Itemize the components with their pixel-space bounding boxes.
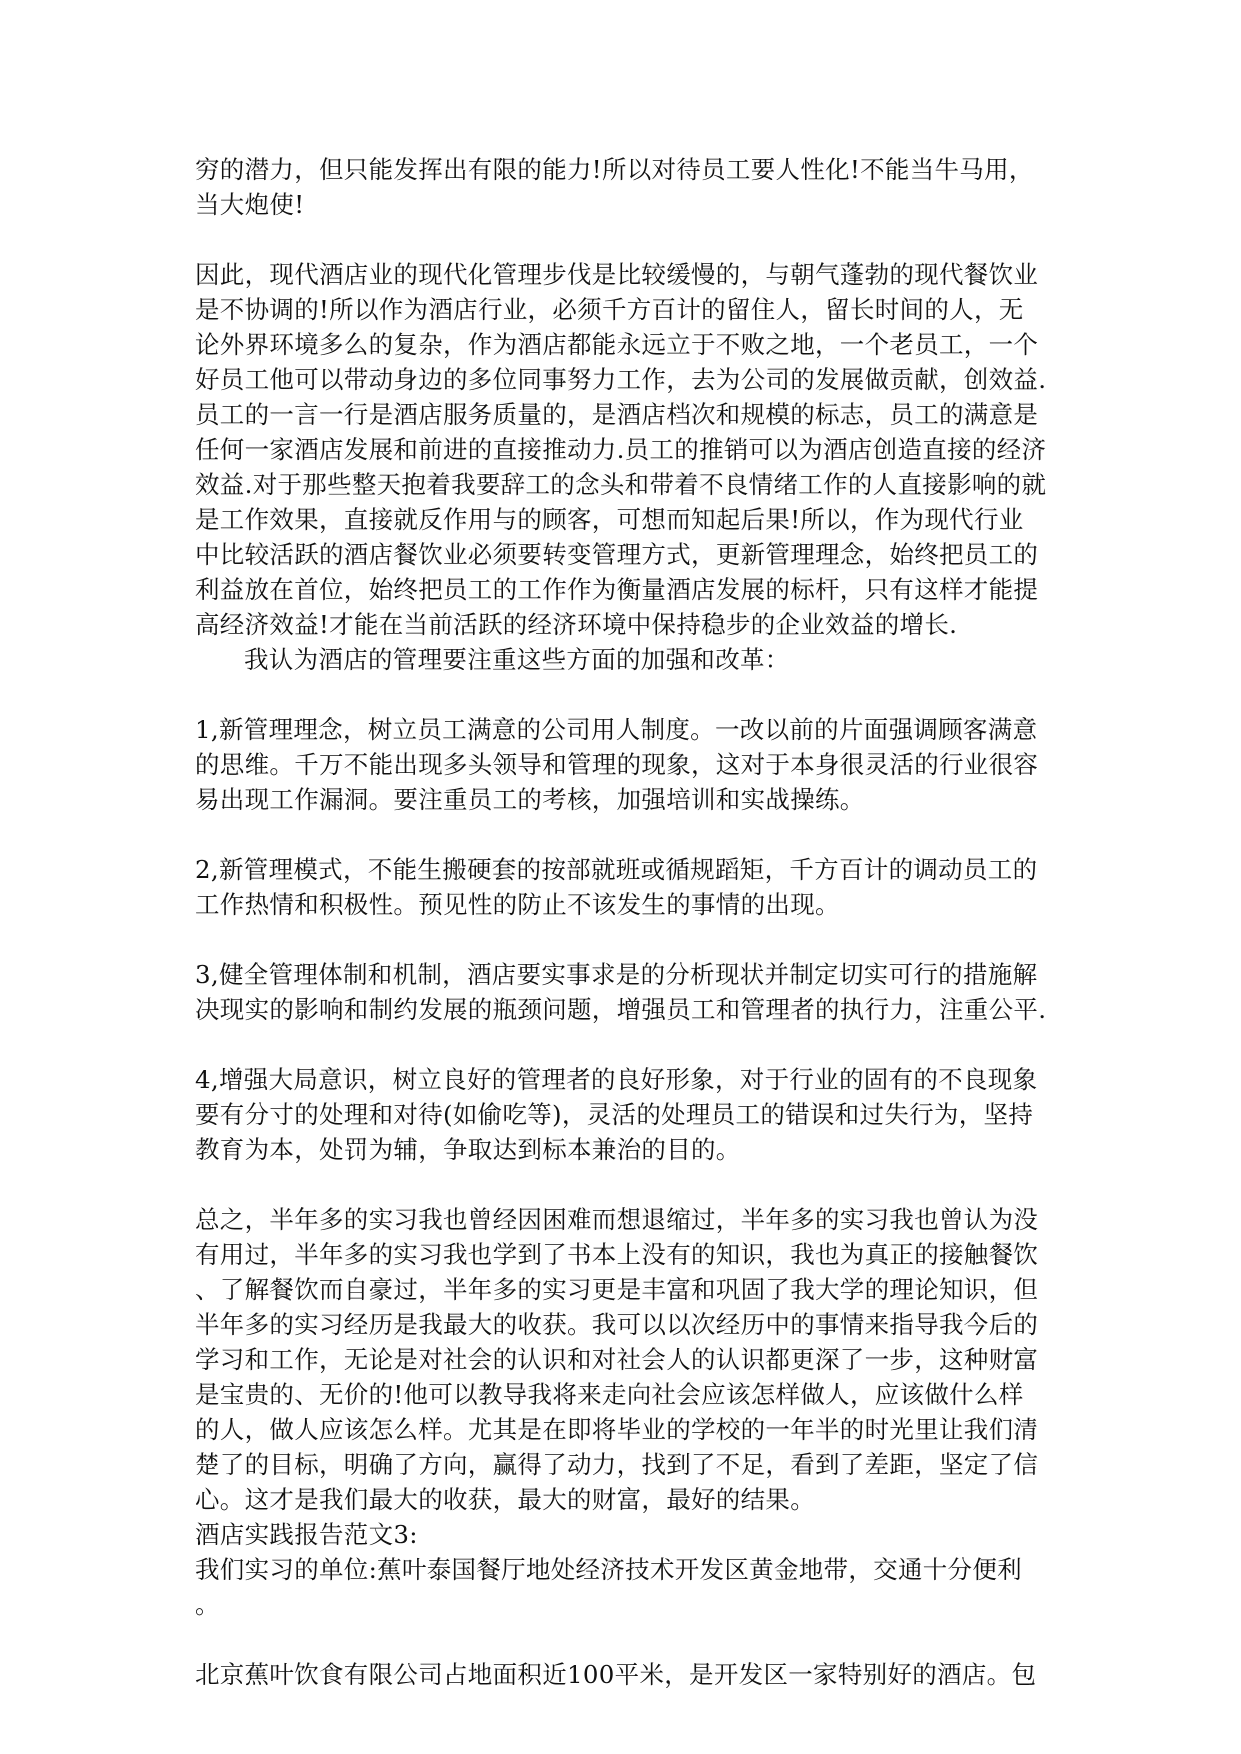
paragraph-reform-intro: 我认为酒店的管理要注重这些方面的加强和改革： xyxy=(244,645,790,674)
paragraph-gap xyxy=(195,222,1055,257)
paragraph-summary: 总之，半年多的实习我也曾经因困难而想退缩过，半年多的实习我也曾认为没 有用过，半年多的实习我也学到了书本上没有的知识，我也为真正的接触餐饮 、了解餐饮而自豪过，半年多的实习更是丰富和巩固了我大学的理论知识，但 半年多的实习经历是我最大的收获。我可以以次经历中的事情来指导我今后的 学习和工作，无论是对社会的认识和对社会人的认识都更深了一步，这种财富 是宝贵的、无价的!他可以教导我将来走向社会应该怎样做人，应该做什么样 的人，做人应该怎么样。尤其是在即将毕业的学校的一年半的时光里让我们清 楚了的目标，明确了方向，赢得了动力，找到了不足，看到了差距，坚定了信 心。这才是我们最大的收获，最大的财富，最好的结果。 xyxy=(195,1205,1039,1514)
document-body xyxy=(195,152,1055,1692)
paragraph-gap xyxy=(195,817,1055,852)
list-item-3-system-mechanism: 3,健全管理体制和机制，酒店要实事求是的分析现状并制定切实可行的措施解 决现实的影响和制约发展的瓶颈问题，增强员工和管理者的执行力，注重公平. xyxy=(195,960,1047,1024)
paragraph-potential-ending: 穷的潜力，但只能发挥出有限的能力!所以对待员工要人性化!不能当牛马用， 当大炮使! xyxy=(195,155,1034,219)
paragraph-gap xyxy=(195,1027,1055,1062)
paragraph-gap xyxy=(195,922,1055,957)
list-item-1-new-concept: 1,新管理理念，树立员工满意的公司用人制度。一改以前的片面强调顾客满意 的思维。千万不能出现多头领导和管理的现象，这对于本身很灵活的行业很容 易出现工作漏洞。要注重员工的考核，加强培训和实战操练。 xyxy=(195,715,1039,814)
section-heading-sample-3: 酒店实践报告范文3: xyxy=(195,1520,418,1549)
paragraph-internship-unit: 我们实习的单位:蕉叶泰国餐厅地处经济技术开发区黄金地带，交通十分便利 。 xyxy=(195,1555,1022,1619)
paragraph-gap xyxy=(195,1622,1055,1657)
list-item-2-new-mode: 2,新管理模式，不能生搬硬套的按部就班或循规蹈矩，千方百计的调动员工的 工作热情和积极性。预见性的防止不该发生的事情的出现。 xyxy=(195,855,1038,919)
paragraph-hotel-management-pace: 因此，现代酒店业的现代化管理步伐是比较缓慢的，与朝气蓬勃的现代餐饮业 是不协调的!所以作为酒店行业，必须千方百计的留住人，留长时间的人，无 论外界环境多么的复杂，作为酒店都能永远立于不败之地，一个老员工，一个 好员工他可以带动身边的多位同事努力工作，去为公司的发展做贡献，创效益. 员工的一言一行是酒店服务质量的，是酒店档次和规模的标志，员工的满意是 任何一家酒店发展和前进的直接推动力.员工的推销可以为酒店创造直接的经济 效益.对于那些整天抱着我要辞工的念头和带着不良情绪工作的人直接影响的就 是工作效果，直接就反作用与的顾客，可想而知起后果!所以，作为现代行业 中比较活跃的酒店餐饮业必须要转变管理方式，更新管理理念，始终把员工的 利益放在首位，始终把员工的工作作为衡量酒店发展的标杆，只有这样才能提 高经济效益!才能在当前活跃的经济环境中保持稳步的企业效益的增长. xyxy=(195,260,1047,639)
paragraph-company-intro: 北京蕉叶饮食有限公司占地面积近100平米，是开发区一家特别好的酒店。包 xyxy=(195,1660,1037,1689)
paragraph-gap xyxy=(195,677,1055,712)
list-item-4-overall-awareness: 4,增强大局意识，树立良好的管理者的良好形象，对于行业的固有的不良现象 要有分寸的处理和对待(如偷吃等)，灵活的处理员工的错误和过失行为，坚持 教育为本，处罚为辅，争取达到标本兼治的目的。 xyxy=(195,1065,1038,1164)
paragraph-gap xyxy=(195,1167,1055,1202)
